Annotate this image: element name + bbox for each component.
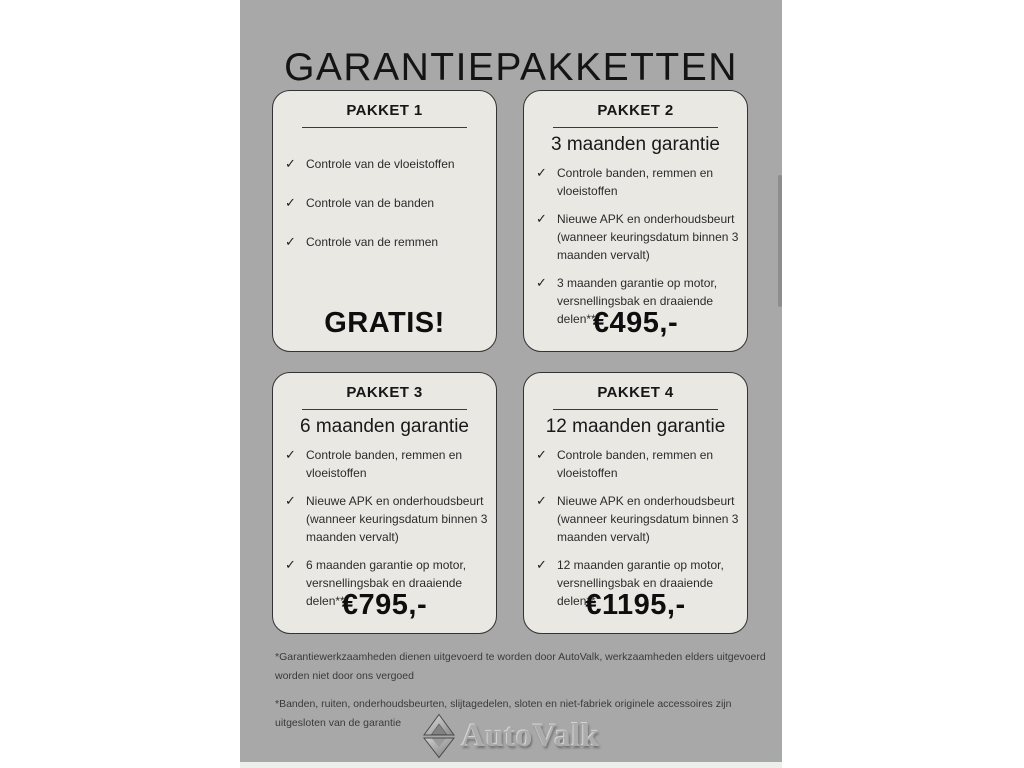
feature-text: Nieuwe APK en onderhoudsbeurt (wanneer keuringsdatum binnen 3 maanden vervalt) (306, 494, 488, 544)
check-icon: ✓ (536, 557, 547, 572)
feature-text: Controle van de banden (306, 196, 435, 211)
feature-text: 12 maanden garantie op motor, versnellingsbak en draaiende delen** (557, 558, 724, 608)
package-title: PAKKET 2 (597, 102, 674, 119)
feature-item (285, 194, 494, 212)
footnote (275, 648, 780, 687)
check-icon: ✓ (285, 156, 296, 171)
footnote-line: uitgesloten van de garantie (275, 717, 402, 730)
check-icon: ✓ (285, 493, 296, 508)
feature-text: 3 maanden garantie op motor, versnellingsbak en draaiende delen** (557, 276, 718, 326)
package-card-3 (272, 372, 497, 634)
feature-list (524, 164, 747, 328)
check-icon: ✓ (285, 234, 296, 250)
feature-list (273, 446, 496, 610)
scrollbar-thumb[interactable] (778, 175, 782, 307)
package-card-1 (272, 90, 497, 352)
feature-text: 6 maanden garantie op motor, versnellingsbak en draaiende delen** (306, 558, 467, 608)
autovalk-logo (240, 710, 782, 762)
check-icon: ✓ (536, 275, 547, 290)
feature-list (273, 155, 496, 252)
feature-text: Nieuwe APK en onderhoudsbeurt (wanneer keuringsdatum binnen 3 maanden vervalt) (557, 494, 739, 544)
flyer-panel (240, 0, 782, 762)
check-icon: ✓ (536, 493, 547, 508)
feature-item (285, 492, 494, 546)
feature-item (536, 492, 745, 546)
feature-item (536, 164, 745, 200)
package-card-4 (523, 372, 748, 634)
package-subtitle: 6 maanden garantie (299, 416, 469, 437)
feature-text: Controle van de vloeistoffen (306, 157, 455, 171)
package-title: PAKKET 3 (346, 384, 423, 401)
check-icon: ✓ (536, 211, 547, 226)
feature-text: Controle banden, remmen en vloeistoffen (306, 448, 463, 480)
autovalk-logo-text: AutoValk (461, 717, 600, 754)
package-title: PAKKET 4 (597, 384, 674, 401)
footnote-line: *Garantiewerkzaamheden dienen uitgevoerd te worden door AutoValk, werkzaamheden elders uitgevoerd (275, 651, 766, 663)
check-icon: ✓ (285, 195, 296, 211)
autovalk-emblem-icon (422, 713, 456, 759)
feature-text: Controle van de remmen (306, 235, 439, 250)
package-price: €495,- (592, 307, 679, 339)
package-title: PAKKET 1 (346, 102, 423, 119)
feature-list (524, 446, 747, 610)
feature-text: Controle banden, remmen en vloeistoffen (557, 448, 714, 480)
footnote-line: worden niet door ons vergoed (275, 670, 414, 683)
check-icon: ✓ (285, 447, 296, 462)
feature-item (285, 446, 494, 482)
check-icon: ✓ (285, 557, 296, 572)
feature-item (285, 233, 494, 251)
feature-text: Nieuwe APK en onderhoudsbeurt (wanneer keuringsdatum binnen 3 maanden vervalt) (557, 212, 739, 262)
package-price: €1195,- (585, 589, 686, 621)
divider (553, 127, 718, 128)
check-icon: ✓ (536, 165, 547, 180)
divider (302, 409, 467, 410)
divider (302, 127, 467, 128)
package-price: GRATIS! (324, 307, 445, 339)
feature-item (285, 155, 494, 173)
bottom-edge-strip (240, 762, 782, 768)
check-icon: ✓ (536, 447, 547, 462)
feature-text: Controle banden, remmen en vloeistoffen (557, 166, 714, 198)
package-price: €795,- (341, 589, 428, 621)
feature-item (536, 210, 745, 264)
page-title: GARANTIEPAKKETTEN (284, 46, 738, 90)
divider (553, 409, 718, 410)
package-subtitle: 12 maanden garantie (545, 416, 726, 437)
footnote-line: *Banden, ruiten, onderhoudsbeurten, slijtagedelen, sloten en niet-fabriek originele accessoires zijn (275, 697, 732, 710)
package-card-2 (523, 90, 748, 352)
feature-item (536, 446, 745, 482)
package-subtitle: 3 maanden garantie (550, 134, 720, 155)
